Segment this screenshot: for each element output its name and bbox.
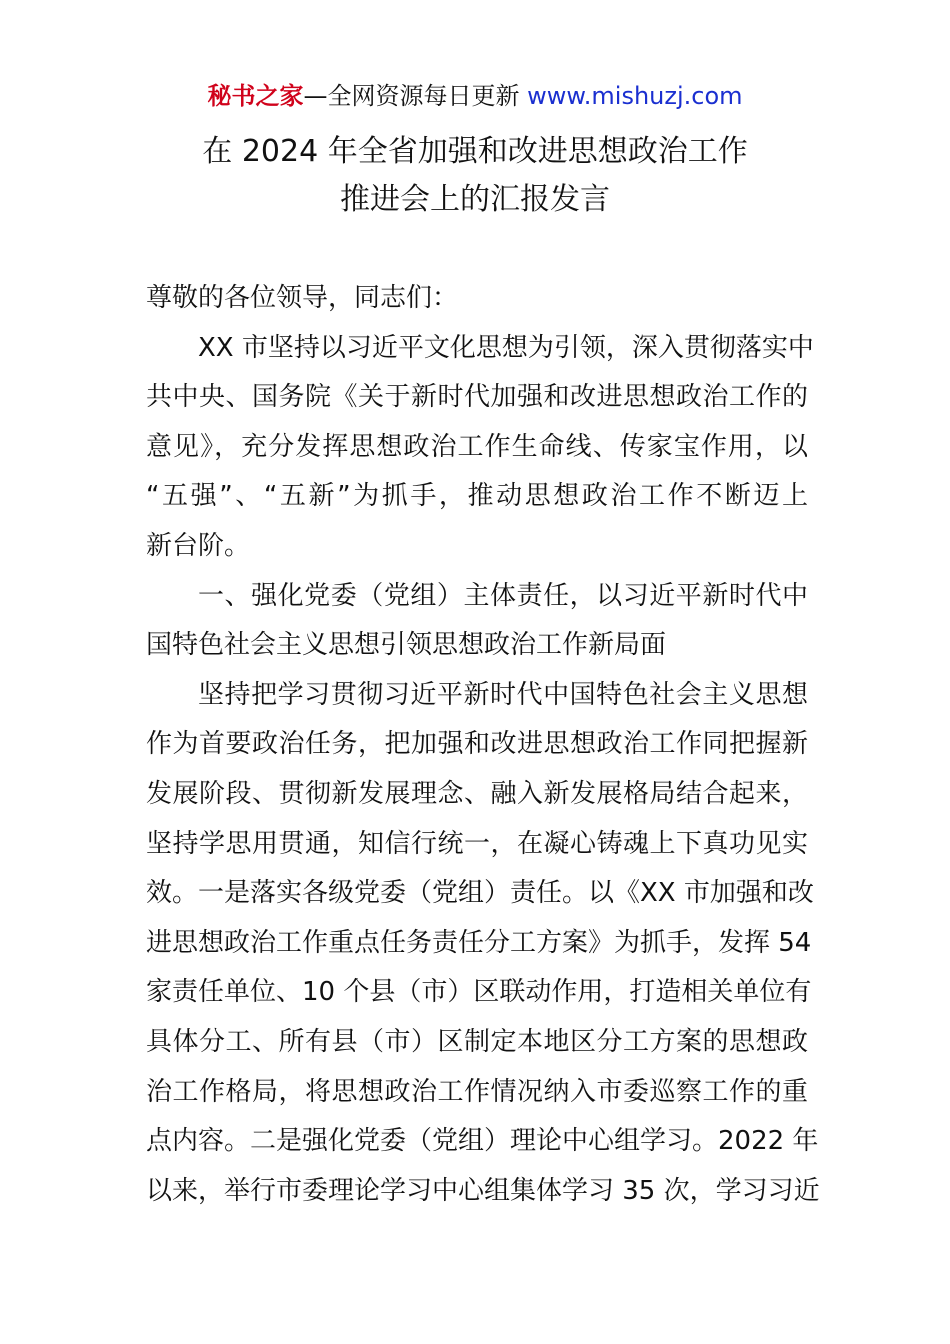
body-line: 具体分工、所有县（市）区制定本地区分工方案的思想政: [146, 1026, 808, 1057]
body-line: 意见》，充分发挥思想政治工作生命线、传家宝作用，以: [146, 431, 808, 462]
document-body: [146, 274, 820, 1216]
body-line: 新台阶。: [146, 530, 251, 561]
body-line: “五强”、“五新”为抓手，推动思想政治工作不断迈上: [146, 481, 808, 512]
document-title: [0, 128, 950, 224]
site-url[interactable]: www.mishuzj.com: [527, 82, 743, 110]
salutation: 尊敬的各位领导，同志们：: [146, 283, 459, 313]
body-line: 以来，举行市委理论学习中心组集体学习 35 次，学习习近: [146, 1175, 820, 1206]
header-tagline: —全网资源每日更新: [303, 82, 528, 110]
body-line: 进思想政治工作重点任务责任分工方案》为抓手，发挥 54: [146, 927, 812, 958]
body-line: 发展阶段、贯彻新发展理念、融入新发展格局结合起来，: [146, 778, 808, 809]
body-line: 作为首要政治任务，把加强和改进思想政治工作同把握新: [146, 729, 808, 760]
body-line: 点内容。二是强化党委（党组）理论中心组学习。2022 年: [146, 1126, 819, 1157]
body-line: XX 市坚持以习近平文化思想为引领，深入贯彻落实中: [198, 332, 814, 363]
title-line-1: 在 2024 年全省加强和改进思想政治工作: [202, 134, 748, 169]
body-line: 家责任单位、10 个县（市）区联动作用，打造相关单位有: [146, 977, 812, 1008]
site-header: [0, 80, 950, 112]
brand-name: 秘书之家: [207, 82, 304, 110]
title-line-2: 推进会上的汇报发言: [340, 182, 610, 217]
body-line: 治工作格局，将思想政治工作情况纳入市委巡察工作的重: [146, 1076, 808, 1107]
body-line: 效。一是落实各级党委（党组）责任。以《XX 市加强和改: [146, 878, 814, 909]
section-heading-line: 国特色社会主义思想引领思想政治工作新局面: [146, 630, 667, 661]
body-line: 坚持把学习贯彻习近平新时代中国特色社会主义思想: [198, 679, 808, 710]
section-heading-line: 一、强化党委（党组）主体责任，以习近平新时代中: [198, 580, 808, 611]
body-line: 坚持学思用贯通，知信行统一，在凝心铸魂上下真功见实: [146, 828, 808, 859]
body-line: 共中央、国务院《关于新时代加强和改进思想政治工作的: [146, 382, 808, 413]
